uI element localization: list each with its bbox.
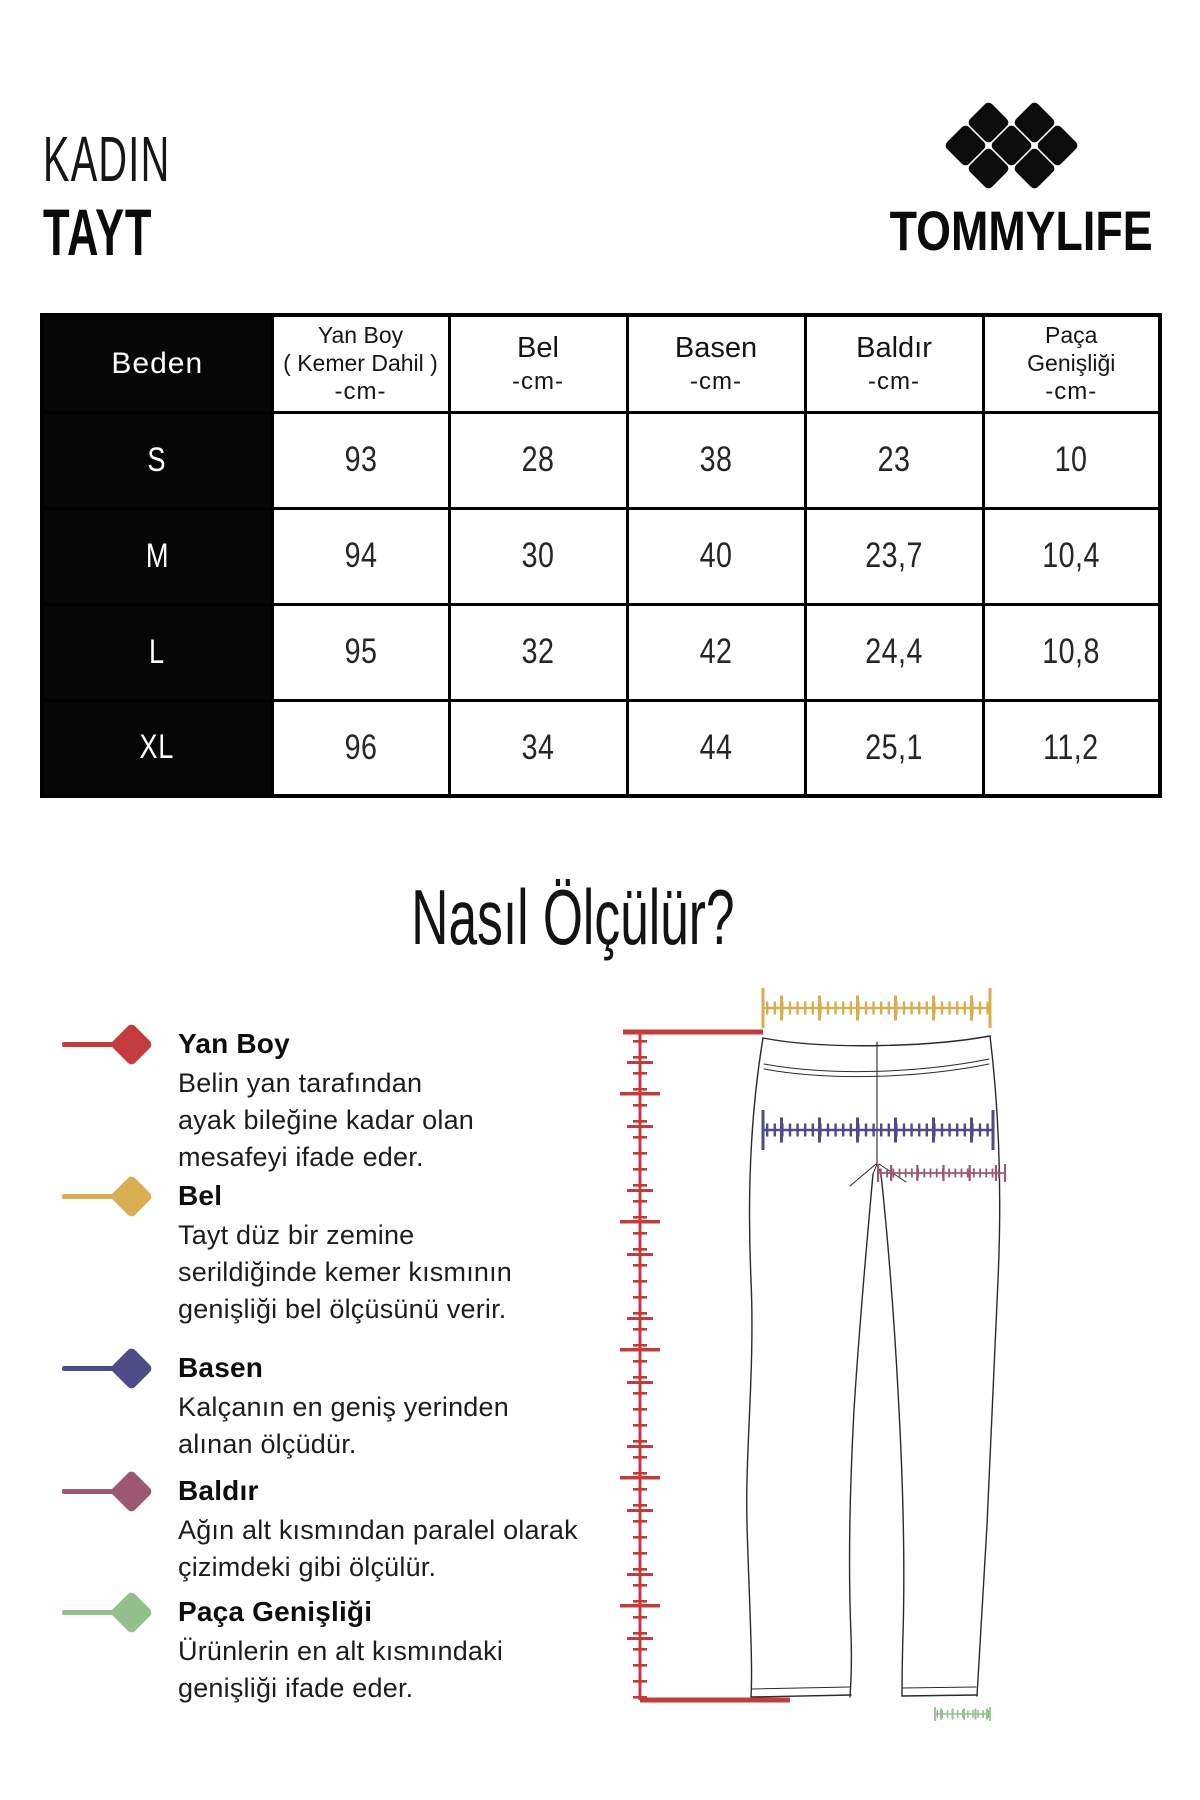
legend-title: Baldır: [178, 1475, 259, 1506]
cell-value: 11,2: [1043, 727, 1099, 767]
paca-genisligi-diamond-icon: [58, 1592, 178, 1632]
legend-item-paca-genisligi: [58, 1592, 618, 1707]
cell-value: 40: [699, 536, 733, 575]
category-title: KADIN: [43, 123, 171, 195]
legend-item-baldir: [58, 1471, 618, 1586]
cell-value: 10,8: [1042, 632, 1101, 671]
cell-value: 42: [699, 632, 733, 671]
table-row-m: [42, 508, 1160, 604]
cell-value: 94: [344, 536, 377, 575]
cell-value: 44: [699, 727, 733, 767]
column-header-beden: Beden: [42, 315, 272, 412]
legend-title: Yan Boy: [178, 1028, 290, 1059]
size-table: [40, 313, 1162, 798]
legend-description: Belin yan tarafından ayak bileğine kadar olan mesafeyi ifade eder.: [178, 1068, 474, 1172]
size-label: M: [145, 536, 169, 575]
cell-value: 10,4: [1042, 536, 1101, 575]
measurement-legend: [58, 1008, 618, 1719]
legend-description: Ürünlerin en alt kısmındaki genişliği ifade eder.: [178, 1636, 504, 1703]
cell-value: 10: [1054, 440, 1088, 479]
yan-boy-diamond-icon: [58, 1024, 178, 1064]
how-to-measure-title: Nasıl Ölçülür?: [411, 873, 735, 961]
baldir-diamond-icon: [58, 1471, 178, 1511]
column-header-basen: Basen -cm-: [627, 315, 805, 412]
ruler-yan-boy: [623, 1032, 790, 1700]
legend-description: Ağın alt kısmından paralel olarak çizimdeki gibi ölçülür.: [178, 1515, 578, 1582]
basen-diamond-icon: [58, 1348, 178, 1388]
ruler-bel: [763, 988, 990, 1028]
table-row-xl: [42, 700, 1160, 796]
table-row-l: [42, 604, 1160, 700]
product-title: TAYT: [43, 195, 153, 269]
cell-value: 95: [344, 632, 377, 671]
cell-value: 96: [344, 727, 377, 767]
measurement-diagram: [600, 980, 1020, 1740]
cell-value: 24,4: [865, 632, 923, 671]
legend-description: Kalçanın en geniş yerinden alınan ölçüdür.: [178, 1392, 509, 1459]
legend-title: Bel: [178, 1180, 223, 1211]
legend-item-bel: [58, 1176, 618, 1328]
table-header-row: [42, 315, 1160, 412]
size-label: L: [149, 632, 166, 671]
cell-value: 23,7: [865, 536, 923, 575]
legend-description: Tayt düz bir zemine serildiğinde kemer kısmının genişliği bel ölçüsünü verir.: [178, 1220, 513, 1324]
column-header-baldir: Baldır -cm-: [805, 315, 983, 412]
brand-name: TOMMYLIFE: [889, 199, 1153, 262]
legend-item-basen: [58, 1348, 618, 1463]
size-label: XL: [139, 728, 175, 767]
ruler-paca-genisligi: [935, 1707, 990, 1721]
column-header-paca-genisligi: Paça Genişliği -cm-: [983, 315, 1160, 412]
legend-title: Basen: [178, 1352, 264, 1383]
legend-title: Paça Genişliği: [178, 1596, 373, 1627]
legend-item-yan-boy: [58, 1024, 618, 1176]
cell-value: 34: [521, 727, 555, 767]
table-row-s: [42, 412, 1160, 508]
size-label: S: [147, 440, 167, 479]
column-header-bel: Bel -cm-: [449, 315, 627, 412]
cell-value: 25,1: [865, 727, 923, 767]
ruler-baldir: [878, 1164, 1005, 1182]
cell-value: 38: [699, 440, 733, 479]
bel-diamond-icon: [58, 1176, 178, 1216]
ruler-basen: [763, 1110, 993, 1150]
cell-value: 30: [521, 536, 555, 575]
cell-value: 32: [521, 632, 555, 671]
cell-value: 23: [877, 440, 911, 479]
tommylife-logo-icon: [942, 98, 1080, 192]
cell-value: 28: [521, 440, 555, 479]
column-header-yan-boy: Yan Boy ( Kemer Dahil ) -cm-: [272, 315, 449, 412]
cell-value: 93: [344, 440, 377, 479]
